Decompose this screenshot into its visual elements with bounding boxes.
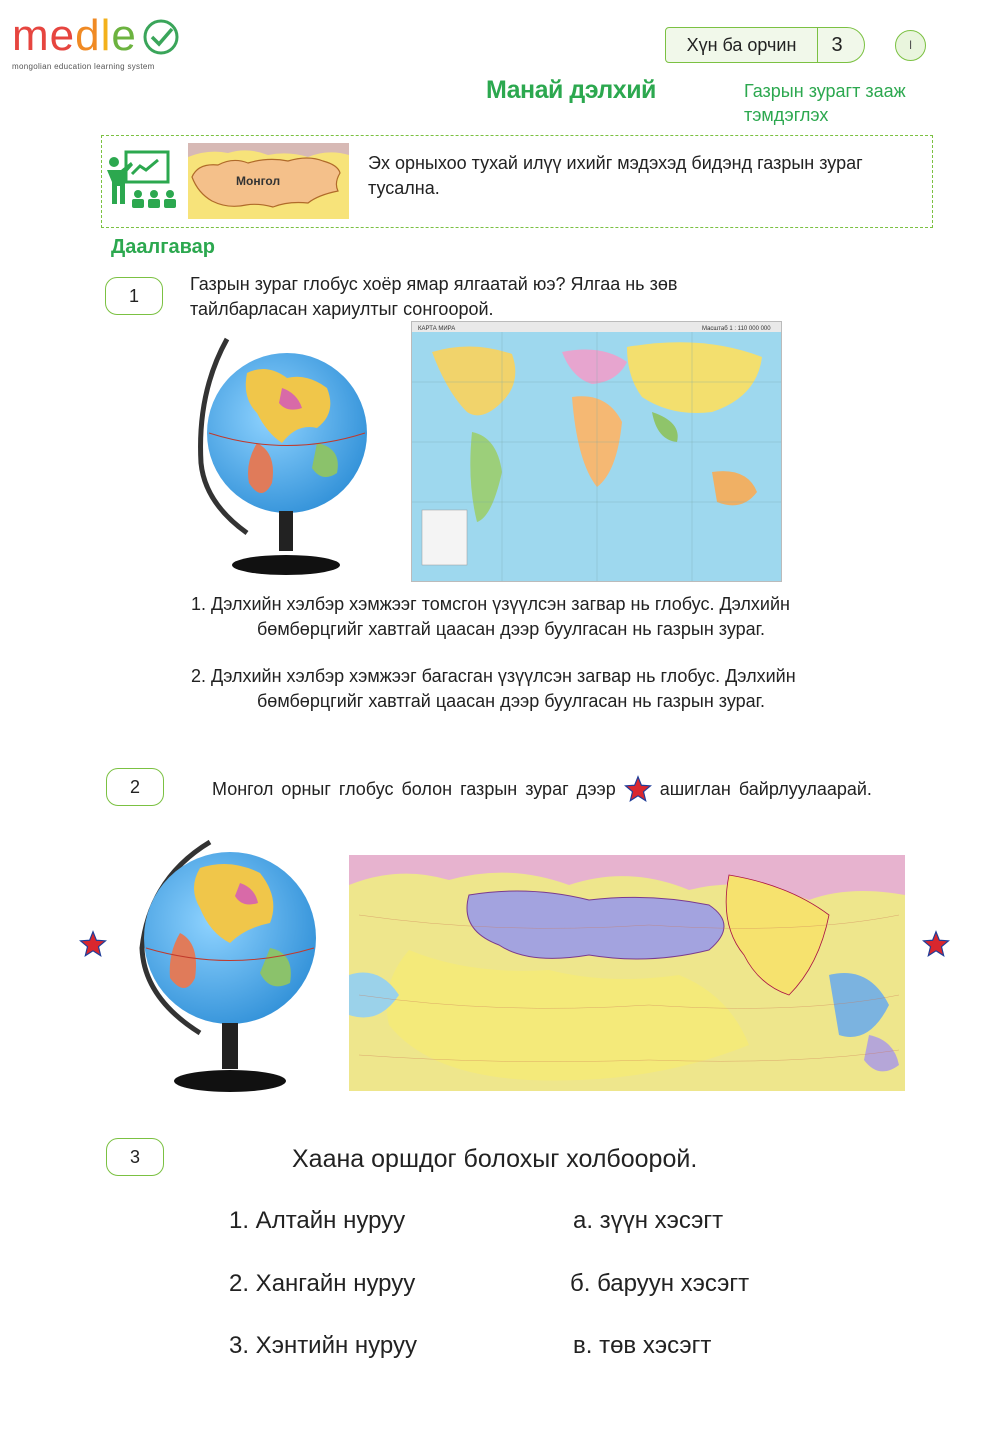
- answer-option-1-line-2: бөмбөрцгийг хавтгай цаасан дээр буулгасан нь газрын зураг.: [257, 619, 766, 639]
- answer-option-2-line-1: 2. Дэлхийн хэлбэр хэмжээг багасган үзүүлсэн загвар нь глобус. Дэлхийн: [191, 666, 796, 686]
- draggable-star-left-icon[interactable]: [79, 930, 107, 963]
- draggable-star-right-icon[interactable]: [922, 930, 950, 963]
- question-2-text-after: ашиглан байрлуулаарай.: [659, 778, 872, 799]
- match-right-item-b[interactable]: б. баруун хэсэгт: [570, 1270, 750, 1297]
- world-map-header-right: Масштаб 1 : 110 000 000: [702, 326, 771, 332]
- answer-option-2[interactable]: [191, 664, 796, 714]
- globe-image-2: [130, 838, 330, 1101]
- answer-option-2-line-2: бөмбөрцгийг хавтгай цаасан дээр буулгасан нь газрын зураг.: [257, 691, 766, 711]
- question-2-number: 2: [106, 768, 164, 806]
- answer-option-1[interactable]: [191, 592, 790, 642]
- section-heading: Даалгавар: [111, 236, 216, 258]
- logo-text-l: l: [100, 11, 112, 60]
- question-3-text: Хаана оршдог болохыг холбоорой.: [292, 1145, 698, 1173]
- question-2-text: [212, 775, 872, 803]
- globe-image: [187, 333, 373, 586]
- lesson-title: Манай дэлхий: [486, 76, 656, 104]
- grade-number: 3: [831, 33, 843, 56]
- subject-label: Хүн ба орчин: [666, 28, 818, 62]
- intro-text: Эх орныхоо тухай илүү ихийг мэдэхэд бидэнд газрын зураг тусална.: [368, 153, 863, 198]
- world-map-image: [411, 321, 782, 582]
- level-badge: I: [895, 30, 926, 61]
- logo-tagline: mongolian education learning system: [12, 62, 155, 71]
- logo-text-e: e: [111, 11, 137, 60]
- question-2-text-before: Монгол орныг глобус болон газрын зураг дээр: [212, 778, 616, 799]
- match-left-item-1[interactable]: 1. Алтайн нуруу: [229, 1207, 406, 1234]
- logo-check-icon: [142, 18, 180, 64]
- mongolia-map-thumbnail: [188, 143, 349, 219]
- question-3-number: 3: [106, 1138, 164, 1176]
- match-left-item-3[interactable]: 3. Хэнтийн нуруу: [229, 1332, 417, 1359]
- world-map-header-left: КАРТА МИРА: [418, 326, 456, 332]
- star-icon: [624, 775, 652, 803]
- match-right-item-a[interactable]: а. зүүн хэсэгт: [573, 1207, 724, 1234]
- subject-badge: [665, 27, 865, 63]
- logo: [12, 11, 137, 60]
- question-1-number: 1: [105, 277, 163, 315]
- match-right-item-c[interactable]: в. төв хэсэгт: [573, 1332, 712, 1359]
- logo-text: me: [12, 11, 76, 60]
- answer-option-1-line-1: 1. Дэлхийн хэлбэр хэмжээг томсгон үзүүлсэн загвар нь глобус. Дэлхийн: [191, 594, 790, 614]
- question-1-text: Газрын зураг глобус хоёр ямар ялгаатай юэ? Ялгаа нь зөв тайлбарласан хариултыг сонгоорой.: [190, 274, 678, 319]
- match-left-item-2[interactable]: 2. Хангайн нуруу: [229, 1270, 416, 1297]
- asia-map-image: [349, 855, 905, 1091]
- mongolia-map-label: Монгол: [236, 174, 281, 188]
- logo-text-d: d: [75, 11, 101, 60]
- lesson-objective: Газрын зурагт зааж тэмдэглэх: [744, 81, 906, 125]
- teacher-icon: [104, 150, 176, 217]
